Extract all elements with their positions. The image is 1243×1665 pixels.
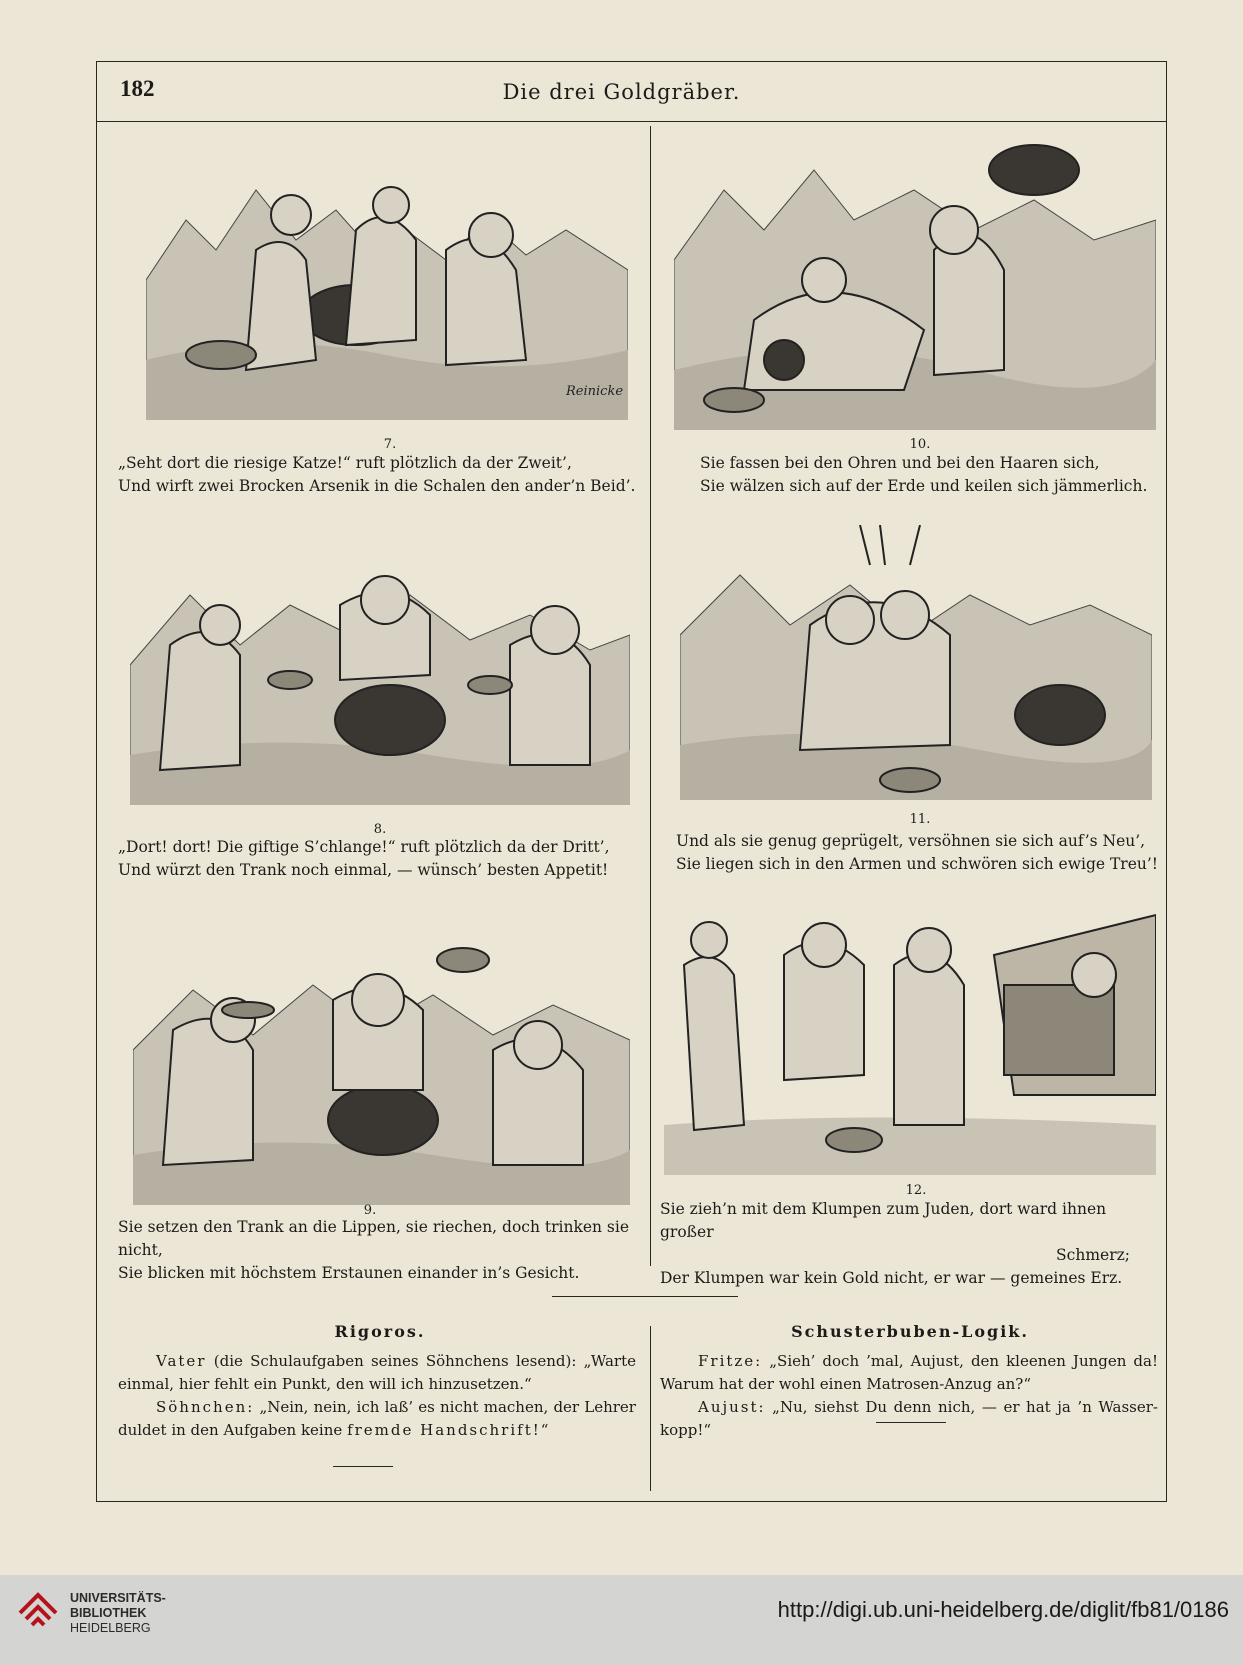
illustration-panel-8 xyxy=(130,555,630,805)
column-divider xyxy=(650,1326,651,1491)
panel-caption: Sie fassen bei den Ohren und bei den Haaren sich, Sie wälzen sich auf der Erde und keilen sich jämmerlich. xyxy=(700,454,1148,495)
panel-number: 10. xyxy=(909,437,931,452)
page-title: Die drei Goldgräber. xyxy=(502,80,741,104)
column-divider xyxy=(650,126,651,1266)
university-library-logo xyxy=(14,1589,62,1641)
article-heading: Rigoros. xyxy=(334,1322,426,1341)
panel-caption: „Dort! dort! Die giftige S’chlange!“ ruft plötzlich da der Dritt’, Und würzt den Trank noch einmal, — wünsch’ besten Appetit! xyxy=(118,838,610,879)
artist-signature: Reinicke xyxy=(566,384,624,399)
section-rule xyxy=(552,1296,738,1297)
panel-number: 11. xyxy=(909,812,931,827)
illustration-panel-12 xyxy=(664,895,1156,1175)
illustration-panel-7 xyxy=(146,160,628,420)
panel-number: 7. xyxy=(383,437,397,452)
illustration-panel-10 xyxy=(674,130,1156,430)
page-number: 182 xyxy=(120,76,155,101)
permalink-url[interactable]: http://digi.ub.uni-heidelberg.de/diglit/fb81/0186 xyxy=(777,1597,1229,1622)
article-body: Fritze: „Sieh’ doch ’mal, Aujust, den kleenen Jungen da! Warum hat der wohl einen Matrosen-Anzug an?“ Aujust: „Nu, siehst Du denn nich, — er hat ja ’n Wasser-kopp!“ xyxy=(660,1352,1158,1439)
article-heading: Schusterbuben-Logik. xyxy=(791,1322,1029,1341)
end-rule xyxy=(333,1466,393,1467)
library-name: UNIVERSITÄTS- BIBLIOTHEK HEIDELBERG xyxy=(70,1591,166,1635)
panel-caption: Sie zieh’n mit dem Klumpen zum Juden, dort ward ihnen großer Schmerz; Der Klumpen war kein Gold nicht, er war — gemeines Erz. xyxy=(660,1200,1130,1287)
panel-number: 8. xyxy=(373,822,387,837)
article-body: Vater (die Schulaufgaben seines Söhnchens lesend): „Warte einmal, hier fehlt ein Punkt, den will ich hinzusetzen.“ Söhnchen: „Nein, nein, ich laß’ es nicht machen, der Lehrer duldet in den Aufgaben keine fremde Handschrift!“ xyxy=(118,1352,636,1439)
panel-caption: „Seht dort die riesige Katze!“ ruft plötzlich da der Zweit’, Und wirft zwei Brocken Arsenik in die Schalen den ander’n Beid’. xyxy=(118,454,636,495)
illustration-panel-11 xyxy=(680,525,1152,800)
panel-number: 9. xyxy=(363,1203,377,1218)
panel-number: 12. xyxy=(905,1183,927,1198)
panel-caption: Und als sie genug geprügelt, versöhnen sie sich auf’s Neu’, Sie liegen sich in den Armen und schwören sich ewige Treu’! xyxy=(676,832,1159,873)
viewer-footer xyxy=(0,1575,1243,1665)
end-rule xyxy=(876,1422,946,1423)
title-rule xyxy=(96,121,1167,122)
panel-caption: Sie setzen den Trank an die Lippen, sie riechen, doch trinken sie nicht, Sie blicken mit höchstem Erstaunen einander in’s Gesicht. xyxy=(118,1218,630,1282)
illustration-panel-9 xyxy=(133,940,630,1205)
